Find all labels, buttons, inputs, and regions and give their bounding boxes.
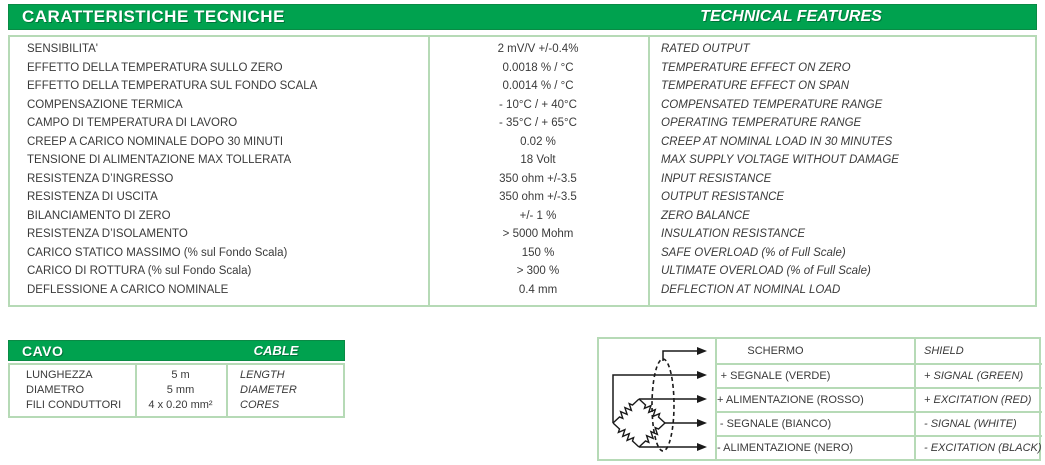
spec-value: > 5000 Mohm [502,228,574,240]
spec-value: 2 mV/V +/-0.4% [497,43,579,55]
cable-title-english: CABLE [253,343,299,358]
wheatstone-bridge-icon [613,399,665,447]
wiring-label-it: - SEGNALE (BIANCO) [719,418,832,430]
wiring-label-it: - ALIMENTAZIONE (NERO) [717,442,854,454]
spec-label-en: MAX SUPPLY VOLTAGE WITHOUT DAMAGE [661,154,899,166]
cable-value: 5 mm [166,384,195,396]
spec-label-it: CREEP A CARICO NOMINALE DOPO 30 MINUTI [27,135,284,148]
column-divider [226,365,228,416]
wiring-label-en: + SIGNAL (GREEN) [914,365,1042,387]
cable-label-en: LENGTH [240,369,285,381]
spec-label-en: RATED OUTPUT [661,43,750,55]
spec-label-en: INPUT RESISTANCE [661,172,772,185]
wiring-row [717,387,1042,411]
spec-label-it: TENSIONE DI ALIMENTAZIONE MAX TOLLERATA [27,154,292,166]
spec-value: > 300 % [516,265,560,277]
spec-value: 350 ohm +/-3.5 [499,172,577,185]
cable-header [8,340,345,361]
spec-label-it: RESISTENZA D’ISOLAMENTO [27,228,188,240]
wire-arrow-icons [697,347,707,451]
spec-label-en: CREEP AT NOMINAL LOAD IN 30 MINUTES [661,135,893,148]
spec-value: 150 % [521,246,555,259]
column-divider [428,37,430,305]
cable-table [8,363,345,418]
spec-label-en: TEMPERATURE EFFECT ON ZERO [661,61,851,74]
spec-label-it: CAMPO DI TEMPERATURA DI LAVORO [27,117,238,129]
cable-value: 5 m [171,369,190,381]
bridge-diagram-cell [599,339,717,459]
spec-value: +/- 1 % [519,209,557,222]
wiring-label-it: + ALIMENTAZIONE (ROSSO) [717,394,864,406]
spec-rows [10,37,1035,302]
cable-shield-ellipse-icon [652,359,674,451]
cable-rows [10,365,343,414]
cable-label-it: DIAMETRO [26,384,85,396]
wiring-row [717,411,1042,435]
header-title-english: TECHNICAL FEATURES [700,8,882,25]
cable-label-en: CORES [240,399,280,411]
spec-label-en: DEFLECTION AT NOMINAL LOAD [661,283,841,296]
technical-features-header [8,4,1037,30]
spec-label-it: EFFETTO DELLA TEMPERATURA SULLO ZERO [27,61,283,74]
shield-wire [663,351,697,361]
spec-label-it: DEFLESSIONE A CARICO NOMINALE [27,283,229,296]
spec-value: 0.0018 % / °C [502,61,574,74]
spec-label-en: TEMPERATURE EFFECT ON SPAN [661,80,850,92]
spec-label-en: ULTIMATE OVERLOAD (% of Full Scale) [661,265,871,277]
spec-label-en: OUTPUT RESISTANCE [661,191,785,203]
column-divider [648,37,650,305]
header-title-italian: CARATTERISTICHE TECNICHE [22,7,285,26]
wiring-row [717,339,1042,363]
spec-label-it: COMPENSAZIONE TERMICA [27,98,183,111]
spec-label-en: COMPENSATED TEMPERATURE RANGE [661,98,883,111]
spec-value: 0.0014 % / °C [502,80,574,92]
spec-value: 18 Volt [520,154,556,166]
cable-label-it: LUNGHEZZA [26,369,93,381]
cable-title-italian: CAVO [22,342,64,359]
wiring-connections-box [597,337,1041,461]
spec-value: 0.02 % [520,135,556,148]
spec-label-it: CARICO STATICO MASSIMO (% sul Fondo Scala) [27,246,288,259]
wiring-label-en: + EXCITATION (RED) [914,389,1042,411]
spec-label-it: CARICO DI ROTTURA (% sul Fondo Scala) [27,265,252,277]
cable-label-it: FILI CONDUTTORI [26,399,122,411]
spec-value: - 35°C / + 65°C [499,117,577,129]
wiring-label-it: + SEGNALE (VERDE) [720,370,831,382]
column-divider [135,365,137,416]
spec-label-it: SENSIBILITA' [27,43,99,55]
wiring-row [717,363,1042,387]
spec-value: 0.4 mm [518,283,558,296]
spec-label-it: RESISTENZA DI USCITA [27,191,158,203]
spec-value: - 10°C / + 40°C [499,98,577,111]
spec-label-en: OPERATING TEMPERATURE RANGE [661,117,862,129]
wiring-rows [717,339,1042,459]
spec-label-en: SAFE OVERLOAD (% of Full Scale) [661,246,846,259]
wheatstone-bridge-diagram [599,339,715,459]
wiring-row [717,435,1042,459]
spec-label-it: RESISTENZA D’INGRESSO [27,172,174,185]
wiring-label-it: SCHERMO [747,345,804,357]
spec-label-it: EFFETTO DELLA TEMPERATURA SUL FONDO SCALA [27,80,318,92]
spec-label-en: INSULATION RESISTANCE [661,228,805,240]
cable-value: 4 x 0.20 mm² [148,399,213,411]
wiring-label-en: - SIGNAL (WHITE) [914,413,1042,435]
cable-label-en: DIAMETER [240,384,297,396]
spec-label-en: ZERO BALANCE [661,209,750,222]
wiring-label-en: SHIELD [914,339,1042,363]
spec-label-it: BILANCIAMENTO DI ZERO [27,209,171,222]
spec-value: 350 ohm +/-3.5 [499,191,577,203]
technical-features-table [8,35,1037,307]
wiring-label-en: - EXCITATION (BLACK) [914,437,1042,459]
